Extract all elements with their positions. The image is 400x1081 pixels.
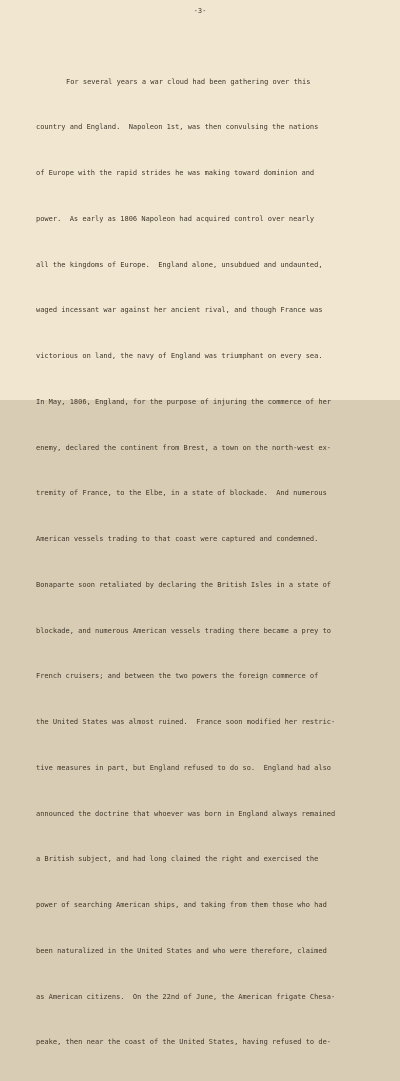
- text-line: American vessels trading to that coast were captured and condemned.: [36, 535, 319, 543]
- page-number: -3-: [193, 7, 207, 15]
- text-line: blockade, and numerous American vessels trading there became a prey to: [36, 626, 332, 635]
- text-line: For several years a war cloud had been gathering over this: [66, 77, 311, 86]
- text-line: enemy, declared the continent from Brest, a town on the north-west ex-: [36, 443, 332, 452]
- text-line: peake, then near the coast of the United States, having refused to de-: [36, 1038, 332, 1047]
- text-line: the United States was almost ruined. France soon modified her restric-: [36, 718, 336, 726]
- text-line: In May, 1806, England, for the purpose of injuring the commerce of her: [36, 397, 332, 406]
- text-line: country and England. Napoleon 1st, was then convulsing the nations: [36, 123, 319, 132]
- text-line: a British subject, and had long claimed the right and exercised the: [36, 855, 319, 864]
- text-line: been naturalized in the United States and who were therefore, claimed: [36, 946, 327, 955]
- text-line: tremity of France, to the Elbe, in a state of blockade. And numerous: [36, 489, 327, 498]
- text-line: waged incessant war against her ancient rival, and though France was: [36, 306, 323, 315]
- text-line: Bonaparte soon retaliated by declaring the British Isles in a state of: [36, 580, 332, 589]
- body-text: [36, 44, 396, 1081]
- text-line: French cruisers; and between the two powers the foreign commerce of: [36, 672, 319, 681]
- text-line: victorious on land, the navy of England was triumphant on every sea.: [36, 352, 323, 360]
- text-line: all the kingdoms of Europe. England alone, unsubdued and undaunted,: [36, 260, 323, 269]
- text-line: of Europe with the rapid strides he was making toward dominion and: [36, 169, 315, 177]
- text-line: announced the doctrine that whoever was born in England always remained: [36, 809, 336, 818]
- text-line: power. As early as 1806 Napoleon had acquired control over nearly: [36, 214, 315, 223]
- text-line: as American citizens. On the 22nd of June, the American frigate Chesa-: [36, 992, 336, 1001]
- text-line: power of searching American ships, and taking from them those who had: [36, 901, 327, 909]
- text-line: tive measures in part, but England refused to do so. England had also: [36, 763, 332, 772]
